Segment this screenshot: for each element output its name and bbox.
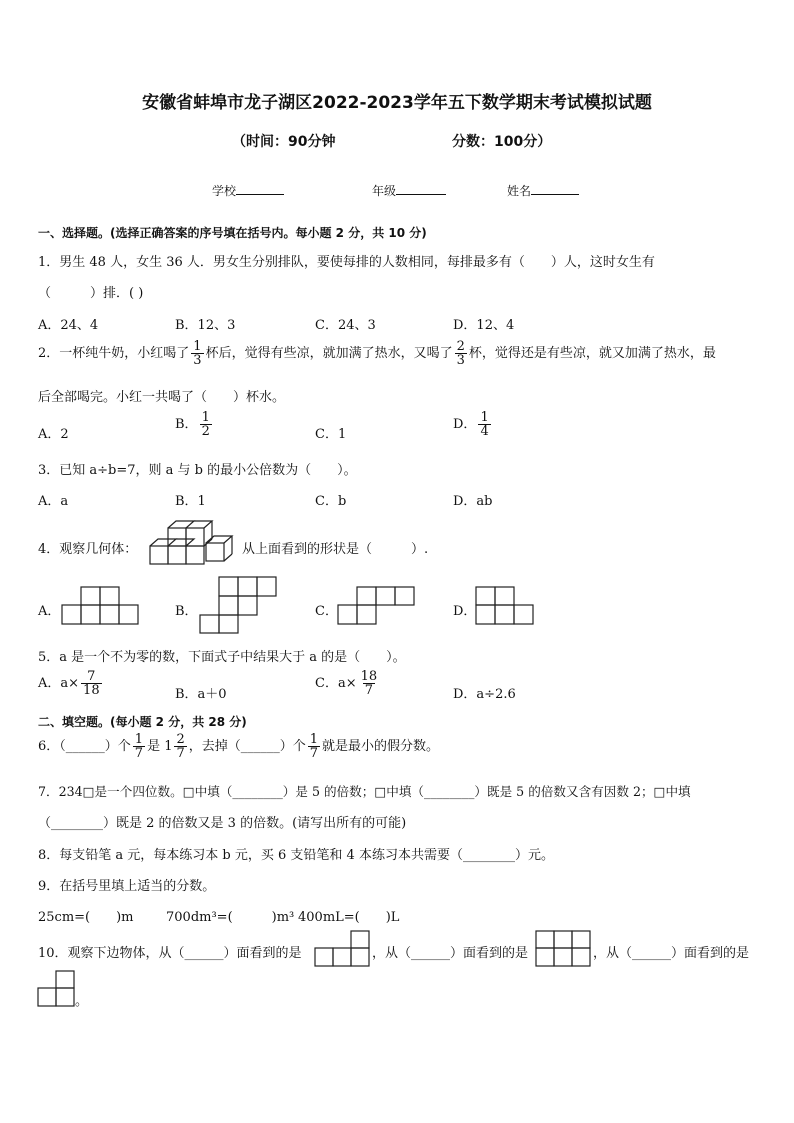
- name-field: [507, 182, 579, 199]
- q3-option-a[interactable]: A．a: [38, 494, 69, 509]
- q10-view-3: [38, 971, 76, 1007]
- q4-option-d-grid: [476, 587, 536, 625]
- numerator: 2: [176, 732, 185, 747]
- q5-option-a-fraction: [81, 670, 102, 697]
- q6-text-1: 6．（______）个: [38, 739, 131, 754]
- q6-text-2: 是 1: [147, 739, 173, 754]
- option-label: B．: [175, 417, 198, 432]
- numerator: 18: [360, 669, 378, 684]
- q10-end: 。: [75, 994, 89, 1009]
- q5-option-c[interactable]: [315, 670, 381, 697]
- q2-fraction-2: [455, 340, 467, 367]
- q6-text-4: 就是最小的假分数。: [322, 739, 440, 754]
- q1-option-c[interactable]: C．24、3: [315, 318, 376, 333]
- exam-score: 分数：100分）: [452, 134, 552, 150]
- q10-text-2: ，从（______）面看到的是: [372, 946, 529, 961]
- denominator: 7: [364, 683, 373, 698]
- q8-text: 8．每支铅笔 a 元，每本练习本 b 元，买 6 支铅笔和 4 本练习本共需要（________）元。: [38, 848, 554, 863]
- page-title: 安徽省蚌埠市龙子湖区2022-2023学年五下数学期末考试模拟试题: [142, 93, 652, 113]
- q4-text-2: 从上面看到的形状是（ ）.: [242, 542, 429, 557]
- denominator: 18: [83, 683, 100, 698]
- q5-text: 5．a 是一个不为零的数，下面式子中结果大于 a 的是（ ）。: [38, 650, 406, 665]
- numerator: 7: [87, 669, 96, 684]
- q4-option-b[interactable]: B．: [175, 604, 198, 619]
- grade-label: 年级: [372, 184, 397, 198]
- grade-blank[interactable]: [396, 194, 446, 195]
- q2-option-d[interactable]: [453, 411, 493, 438]
- denominator: 3: [193, 353, 202, 368]
- q4-option-a-grid: [62, 587, 140, 625]
- q5-option-b[interactable]: B．a＋0: [175, 687, 227, 702]
- numerator: 1: [201, 410, 210, 425]
- option-label: A．a×: [38, 676, 80, 691]
- q4-option-d[interactable]: D．: [453, 604, 477, 619]
- q2-text-2: 杯后，觉得有些凉，就加满了热水，又喝了: [205, 346, 453, 361]
- denominator: 4: [480, 424, 489, 439]
- q3-option-b[interactable]: B．1: [175, 494, 206, 509]
- section1-heading: 一、选择题。(选择正确答案的序号填在括号内。每小题 2 分，共 10 分): [38, 226, 427, 240]
- q5-option-a[interactable]: [38, 670, 104, 697]
- q7-line2: （________）既是 2 的倍数又是 3 的倍数。(请写出所有的可能): [38, 816, 407, 831]
- name-blank[interactable]: [531, 194, 579, 195]
- denominator: 2: [201, 424, 210, 439]
- name-label: 姓名: [507, 184, 532, 198]
- q7-line1: 7．234□是一个四位数。□中填（________）是 5 的倍数；□中填（________）既是 5 的倍数又含有因数 2；□中填: [38, 784, 691, 799]
- q3-option-d[interactable]: D．ab: [453, 494, 493, 509]
- denominator: 7: [176, 746, 185, 761]
- school-label: 学校: [212, 184, 237, 198]
- q2-line1: [38, 340, 716, 367]
- grade-field: [372, 182, 446, 199]
- school-field: [212, 182, 284, 199]
- q6-text-3: ，去掉（______）个: [188, 739, 306, 754]
- denominator: 7: [134, 746, 144, 761]
- q10-text-3: ，从（______）面看到的是: [593, 946, 750, 961]
- cubes-figure: [148, 515, 232, 567]
- numerator: 1: [193, 339, 202, 354]
- q4-option-b-grid: [200, 577, 278, 634]
- q2-option-c[interactable]: C．1: [315, 427, 347, 442]
- option-label: C．a×: [315, 676, 357, 691]
- q9-text: 9．在括号里填上适当的分数。: [38, 879, 216, 894]
- q2-option-b-fraction: [200, 411, 212, 438]
- q5-option-c-fraction: [359, 670, 380, 697]
- q6-fraction-1: [133, 733, 145, 760]
- denominator: 7: [309, 746, 319, 761]
- q6-fraction-3: [308, 733, 320, 760]
- q1-option-d[interactable]: D．12、4: [453, 318, 515, 333]
- numerator: 1: [134, 732, 144, 747]
- section2-heading: 二、填空题。(每小题 2 分，共 28 分): [38, 715, 247, 729]
- q10-view-1: [315, 931, 371, 967]
- q4-text-1: 4．观察几何体：: [38, 542, 138, 557]
- q4-option-c-grid: [338, 587, 416, 625]
- school-blank[interactable]: [236, 194, 284, 195]
- q6-line: [38, 733, 439, 760]
- q2-text-3: 杯，觉得还是有些凉，就又加满了热水，最: [468, 346, 716, 361]
- q1-option-a[interactable]: A．24、4: [38, 318, 99, 333]
- q2-option-d-fraction: [478, 411, 490, 438]
- exam-time: （时间：90分钟: [232, 134, 336, 150]
- denominator: 3: [456, 353, 465, 368]
- q10-view-2: [536, 931, 592, 967]
- option-label: D．: [453, 417, 477, 432]
- numerator: 1: [480, 410, 489, 425]
- q1-line2: （ ）排．( ): [38, 286, 144, 301]
- q2-line2: 后全部喝完。小红一共喝了（ ）杯水。: [38, 390, 286, 405]
- q4-option-c[interactable]: C．: [315, 604, 338, 619]
- q1-option-b[interactable]: B．12、3: [175, 318, 236, 333]
- q2-fraction-1: [191, 340, 203, 367]
- numerator: 2: [456, 339, 465, 354]
- q6-fraction-2: [174, 733, 186, 760]
- q4-option-a[interactable]: A．: [38, 604, 61, 619]
- q1-line1: 1．男生 48 人，女生 36 人．男女生分别排队，要使每排的人数相同，每排最多有（ ）人，这时女生有: [38, 255, 655, 270]
- q9-item-b[interactable]: 700dm³=( )m³: [166, 910, 295, 925]
- q5-option-d[interactable]: D．a÷2.6: [453, 687, 516, 702]
- q3-text: 3．已知 a÷b=7，则 a 与 b 的最小公倍数为（ ）。: [38, 463, 357, 478]
- q2-text-1: 2．一杯纯牛奶，小红喝了: [38, 346, 190, 361]
- q2-option-a[interactable]: A．2: [38, 427, 69, 442]
- q9-item-a[interactable]: 25cm=( )m: [38, 910, 134, 925]
- q10-text-1: 10．观察下边物体，从（______）面看到的是: [38, 946, 302, 961]
- q2-option-b[interactable]: [175, 411, 214, 438]
- q3-option-c[interactable]: C．b: [315, 494, 347, 509]
- numerator: 1: [309, 732, 319, 747]
- q9-item-c[interactable]: 400mL=( )L: [298, 910, 400, 925]
